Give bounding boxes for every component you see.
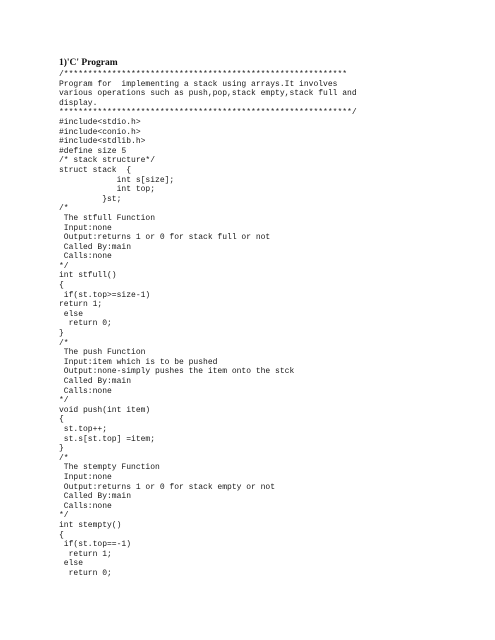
code-line: Program for implementing a stack using arrays.It involves — [59, 79, 338, 89]
code-line: /* — [59, 338, 69, 348]
code-line: Input:item which is to be pushed — [59, 357, 218, 367]
code-line: display. — [59, 98, 98, 108]
code-line: */ — [59, 261, 69, 271]
code-line: */ — [59, 396, 69, 406]
code-line: Called By:main — [59, 377, 132, 386]
code-line: st.s[st.top] =item; — [59, 434, 156, 444]
code-line: } — [59, 444, 64, 454]
code-line: else — [59, 559, 84, 569]
code-line: Output:returns 1 or 0 for stack full or not — [59, 233, 271, 243]
code-line: return 1; — [59, 549, 112, 559]
code-line: else — [59, 309, 84, 319]
code-listing — [59, 70, 357, 578]
code-line: #include<stdio.h> — [59, 117, 141, 127]
code-line: *************************************************************/ — [59, 108, 357, 118]
code-line: return 0; — [59, 568, 112, 578]
code-line: } — [59, 329, 64, 339]
code-line: /* stack structure*/ — [59, 156, 156, 166]
code-line: Input:none — [59, 223, 112, 233]
code-line: }st; — [59, 194, 122, 204]
code-line: /* — [59, 204, 69, 214]
code-line: { — [59, 415, 64, 425]
code-line: return 1; — [59, 300, 103, 310]
code-line: #include<stdlib.h> — [59, 137, 146, 147]
code-line: struct stack { — [59, 165, 132, 175]
code-line: Output:returns 1 or 0 for stack empty or not — [59, 482, 276, 492]
code-line: Calls:none — [59, 252, 112, 262]
code-line: Called By:main — [59, 242, 132, 252]
code-line: int stfull() — [59, 271, 117, 281]
program-heading: 1)'C' Program — [59, 58, 118, 68]
code-line: int top; — [59, 185, 156, 195]
code-line: The push Function — [59, 348, 146, 358]
code-line: #define size 5 — [59, 146, 127, 156]
code-line: Calls:none — [59, 386, 112, 396]
code-line: { — [59, 530, 64, 540]
code-line: Calls:none — [59, 501, 112, 511]
code-line: return 0; — [59, 319, 112, 329]
code-line: /*********************************************************** — [59, 70, 348, 79]
code-line: /* — [59, 453, 69, 463]
code-line: void push(int item) — [59, 405, 151, 415]
code-line: if(st.top>=size-1) — [59, 290, 151, 300]
code-line: if(st.top==-1) — [59, 540, 132, 550]
code-line: Called By:main — [59, 492, 132, 502]
code-line: int s[size]; — [59, 175, 175, 185]
code-line: #include<conio.h> — [59, 127, 141, 137]
code-line: various operations such as push,pop,stack empty,stack full and — [59, 89, 357, 99]
code-line: Output:none-simply pushes the item onto the stck — [59, 367, 295, 377]
code-line: { — [59, 281, 64, 291]
code-line: The stfull Function — [59, 213, 156, 223]
code-line: st.top++; — [59, 424, 108, 434]
code-line: int stempty() — [59, 520, 122, 530]
code-line: The stempty Function — [59, 463, 160, 473]
code-line: */ — [59, 511, 69, 521]
code-line: Input:none — [59, 472, 112, 482]
